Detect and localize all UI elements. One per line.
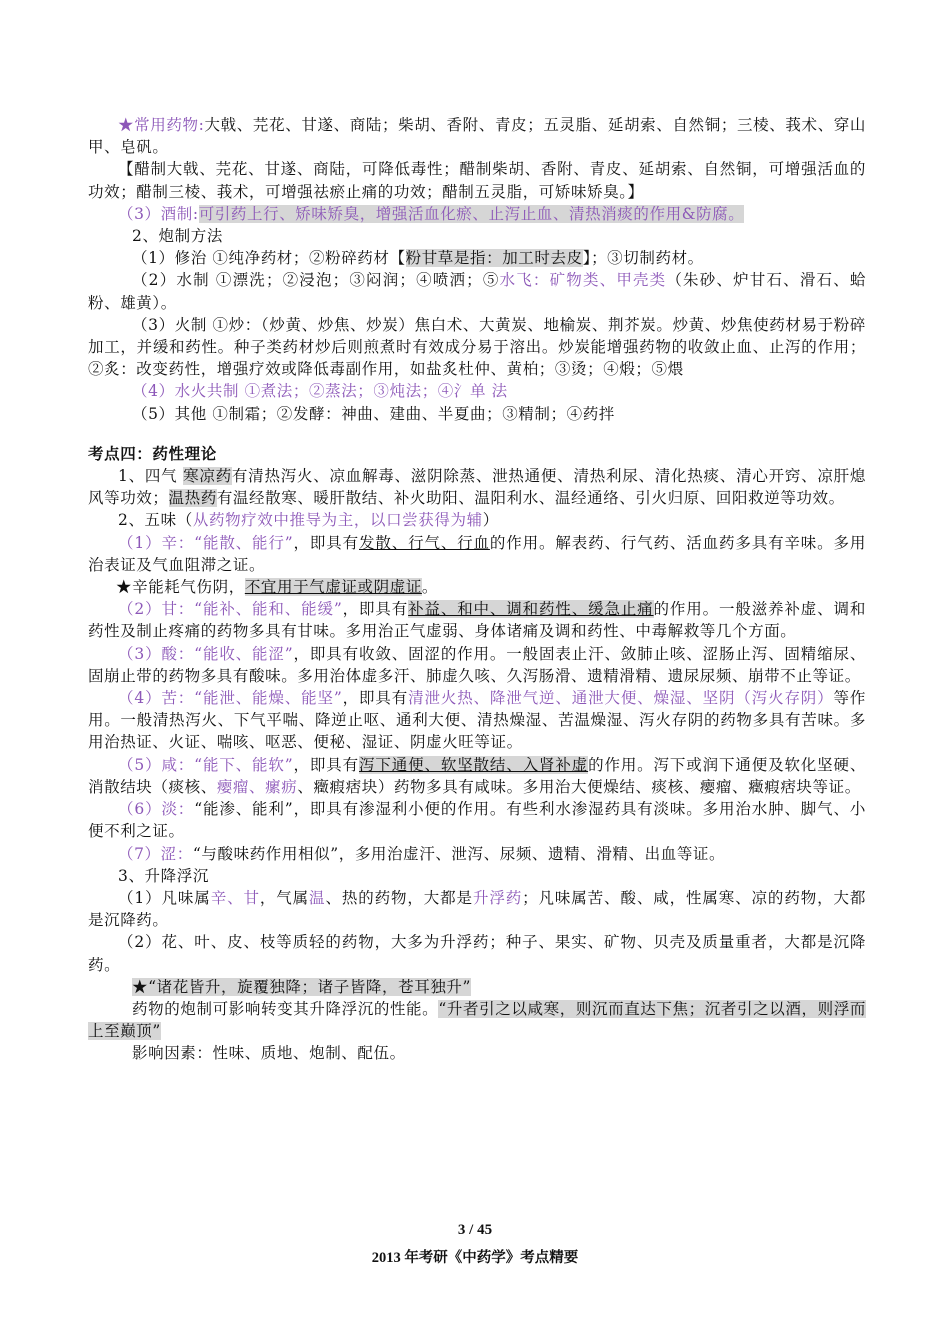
asc-desc-mnemonic: ★“诸花皆升，旋覆独降；诸子皆降，苍耳独升”	[132, 977, 472, 996]
flavor-salty: （5）咸：“能下、能软”，即具有泻下通便、软坚散结、入肾补虚的作用。泻下或润下通便及软化坚硬、消散结块（痰核、瘿瘤、瘰疬、癥瘕痞块）药物多具有咸味。多用治大便燥结、痰核、瘿瘤、癥瘕痞块等证。	[88, 755, 866, 796]
method-fire: （3）火制 ①炒：（炒黄、炒焦、炒炭）焦白术、大黄炭、地榆炭、荆芥炭。炒黄、炒焦使药材易于粉碎加工，并缓和药性。种子类药材炒后则煎煮时有效成分易于溶出。炒炭能增强药物的收敛止血、止泻的作用；②炙：改变药性，增强疗效或降低毒副作用，如盐炙杜仲、黄柏；③烫；④煅；⑤煨	[88, 315, 866, 379]
flavor-astringent: （7）涩：“与酸味药作用相似”，多用治虚汗、泄泻、尿频、遗精、滑精、出血等证。	[118, 844, 726, 863]
five-flavors-heading: 2、五味（从药物疗效中推导为主，以口尝获得为辅）	[118, 511, 499, 530]
pungent-note: ★辛能耗气伤阴，不宜用于气虚证或阴虚证。	[116, 578, 439, 597]
method-other: （5）其他 ①制霜；②发酵：神曲、建曲、半夏曲；③精制；④药拌	[132, 404, 615, 423]
common-drugs-paragraph: ★常用药物:大戟、芫花、甘遂、商陆；柴胡、香附、青皮；五灵脂、延胡索、自然铜；三棱、莪术、穿山甲、皂矾。	[88, 116, 866, 157]
method-trimming: （1）修治 ①纯净药材；②粉碎药材【粉甘草是指：加工时去皮】；③切制药材。	[132, 249, 704, 268]
flavor-sour: （3）酸：“能收、能涩”，即具有收敛、固涩的作用。一般固表止汗、敛肺止咳、涩肠止泻、固精缩尿、固崩止带的药物多具有酸味。多用治体虚多汗、肺虚久咳、久泻肠滑、遗精滑精、遗尿尿频、崩带不止等证。	[88, 644, 866, 685]
section-heading-drug-theory: 考点四：药性理论	[88, 443, 217, 463]
page-number: 3 / 45	[457, 1222, 493, 1238]
common-drugs-label: ★常用药物:	[118, 116, 205, 134]
footer-title: 2013 年考研《中药学》考点精要	[371, 1250, 579, 1266]
section-ascending-descending: 3、升降浮沉	[118, 866, 209, 885]
influencing-factors: 影响因素：性味、质地、炮制、配伍。	[132, 1044, 406, 1063]
asc-desc-rule-2: （2）花、叶、皮、枝等质轻的药物，大多为升浮药；种子、果实、矿物、贝壳及质量重者，大都是沉降药。	[88, 933, 866, 974]
method-water: （2）水制 ①漂洗；②浸泡；③闷润；④喷洒；⑤水飞：矿物类、甲壳类（朱砂、炉甘石、滑石、蛤粉、雄黄）。	[88, 271, 866, 312]
document-body	[88, 114, 866, 1065]
section-processing-methods: 2、炮制方法	[132, 227, 223, 246]
method-water-fire: （4）水火共制 ①煮法；②蒸法；③炖法；④氵单 法	[132, 382, 508, 401]
flavor-sweet: （2）甘：“能补、能和、能缓”，即具有补益、和中、调和药性、缓急止痛的作用。一般滋养补虚、调和药性及制止疼痛的药物多具有甘味。多用治正气虚弱、身体诸痛及调和药性、中毒解救等几个方面。	[88, 600, 866, 641]
processing-effect-paragraph: 药物的炮制可影响转变其升降浮沉的性能。“升者引之以咸寒，则沉而直达下焦；沉者引之以酒，则浮而上至巅顶”	[88, 999, 866, 1041]
flavor-pungent: （1）辛：“能散、能行”，即具有发散、行气、行血的作用。解表药、行气药、活血药多具有辛味。多用治表证及气血阻滞之证。	[88, 533, 866, 574]
flavor-bland: （6）淡：“能渗、能利”，即具有渗湿利小便的作用。有些利水渗湿药具有淡味。多用治水肿、脚气、小便不利之证。	[88, 800, 866, 841]
flavor-bitter: （4）苦：“能泄、能燥、能坚”，即具有清泄火热、降泄气逆、通泄大便、燥湿、坚阴（泻火存阴）等作用。一般清热泻火、下气平喘、降逆止呕、通利大便、清热燥湿、苦温燥湿、泻火存阴的药物多具有苦味。多用治热证、火证、喘咳、呕恶、便秘、湿证、阴虚火旺等证。	[88, 689, 866, 752]
asc-desc-rule-1: （1）凡味属辛、甘，气属温、热的药物，大都是升浮药；凡味属苦、酸、咸，性属寒、凉的药物，大都是沉降药。	[88, 888, 866, 930]
vinegar-processing-note: 【醋制大戟、芫花、甘遂、商陆，可降低毒性；醋制柴胡、香附、青皮、延胡索、自然铜，可增强活血的功效；醋制三棱、莪术，可增强祛瘀止痛的功效；醋制五灵脂，可矫味矫臭。】	[88, 160, 866, 201]
wine-processing-paragraph: （3）酒制:可引药上行、矫味矫臭，增强活血化瘀、止泻止血、清热消痰的作用&防腐。	[118, 204, 745, 223]
four-qi-paragraph: 1、四气 寒凉药有清热泻火、凉血解毒、滋阴除蒸、泄热通便、清热利尿、清化热痰、清心开窍、凉肝熄风等功效；温热药有温经散寒、暖肝散结、补火助阳、温阳利水、温经通络、引火归原、回阳救逆等功效。	[88, 467, 867, 508]
